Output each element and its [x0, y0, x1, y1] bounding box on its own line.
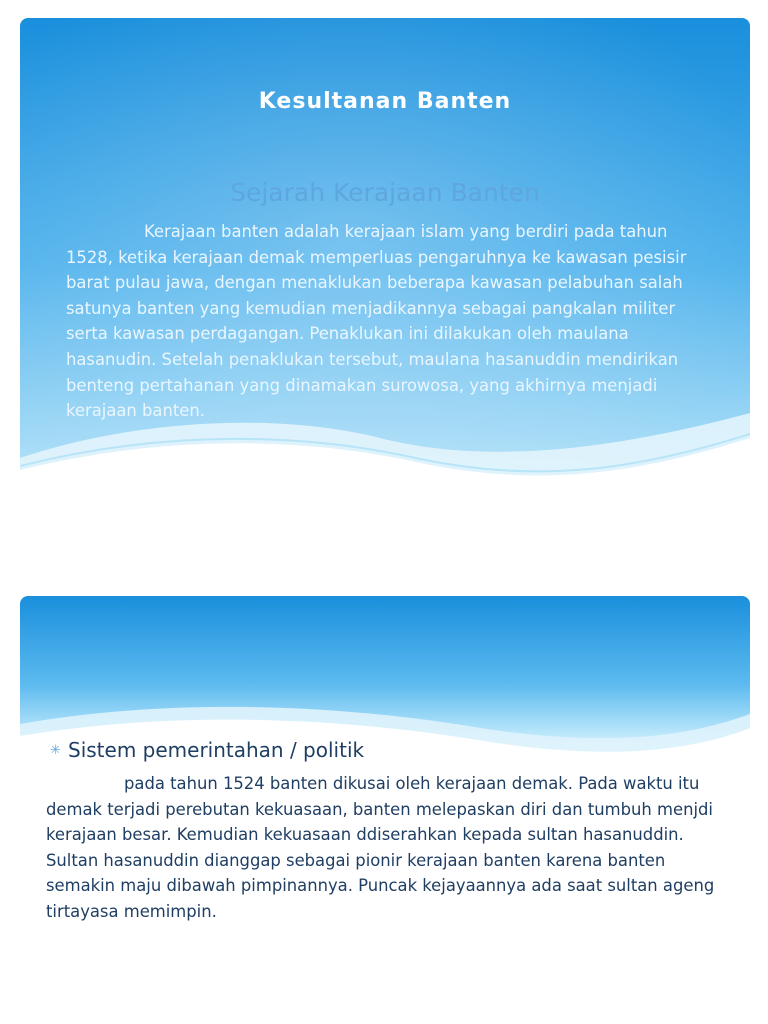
slide-2-paragraph: pada tahun 1524 banten dikusai oleh kerajaan demak. Pada waktu itu demak terjadi perebutan kekuasaan, banten melepaskan diri dan tumbuh menjdi kerajaan besar. Kemudian kekuasaan ddiserahkan kepada sultan hasanuddin. Sultan hasanuddin dianggap sebagai pionir kerajaan banten karena banten semakin maju dibawah pimpinannya. Puncak kejayaannya ada saat sultan ageng tirtayasa memimpin.: [46, 774, 715, 921]
bullet-heading-text: Sistem pemerintahan / politik: [68, 738, 365, 762]
slide-title: Kesultanan Banten: [258, 89, 512, 114]
bullet-heading: [50, 738, 364, 762]
asterisk-bullet-icon: ✳: [50, 743, 61, 758]
slide-1-paragraph: Kerajaan banten adalah kerajaan islam yang berdiri pada tahun 1528, ketika kerajaan demak memperluas pengaruhnya ke kawasan pesisir barat pulau jawa, dengan menaklukan beberapa kawasan pelabuhan salah satunya banten yang kemudian menjadikannya sebagai pangkalan militer serta kawasan perdagangan. Penaklukan ini dilakukan oleh maulana hasanudin. Setelah penaklukan tersebut, maulana hasanuddin mendirikan benteng pertahanan yang dinamakan surowosa, yang akhirnya menjadi kerajaan banten.: [66, 222, 687, 421]
slide-subtitle: Sejarah Kerajaan Banten: [230, 178, 540, 207]
slide-1: [20, 18, 750, 518]
